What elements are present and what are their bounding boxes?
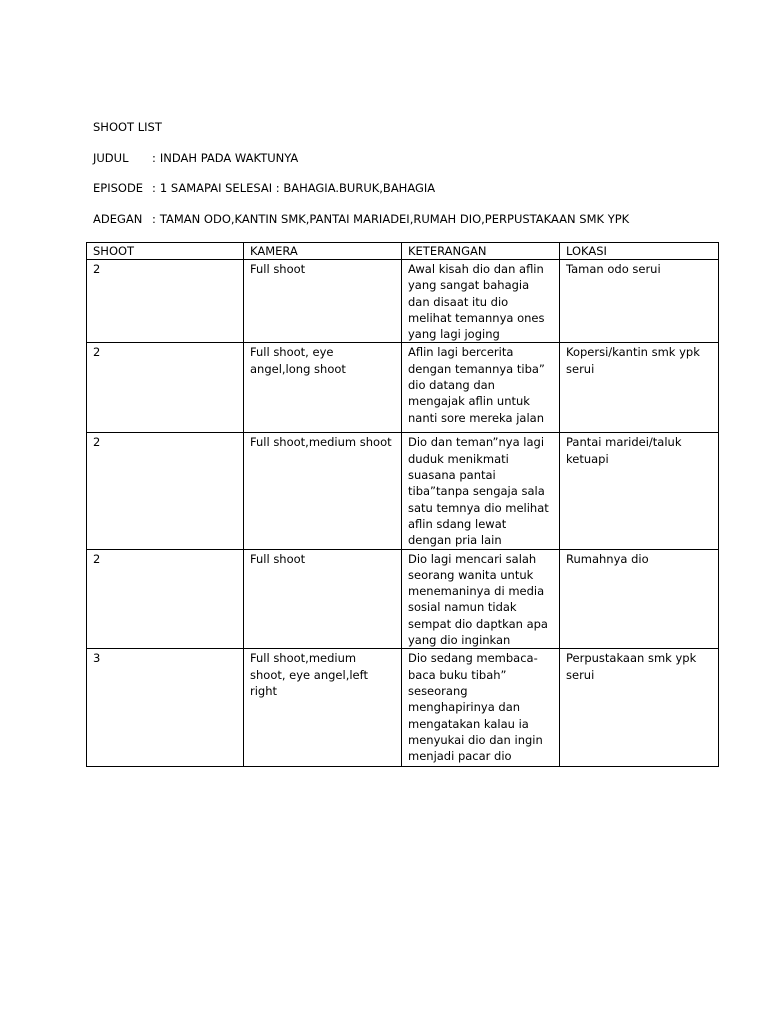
cell-lokasi: Rumahnya dio [560, 549, 719, 649]
cell-keterangan: Awal kisah dio dan aflin yang sangat bahagia dan disaat itu dio melihat temannya ones yang lagi joging [402, 260, 560, 343]
header-lokasi: LOKASI [560, 243, 719, 260]
cell-keterangan: Dio sedang membaca-baca buku tibah” seseorang menghapirinya dan mengatakan kalau ia menyukai dio dan ingin menjadi pacar dio [402, 649, 560, 767]
table-row [87, 649, 719, 767]
table-row [87, 343, 719, 433]
cell-lokasi: Taman odo serui [560, 260, 719, 343]
cell-lokasi: Pantai maridei/taluk ketuapi [560, 433, 719, 549]
header-shoot: SHOOT [87, 243, 244, 260]
table-row [87, 549, 719, 649]
judul-value: INDAH PADA WAKTUNYA [159, 151, 299, 165]
document-title: SHOOT LIST [93, 120, 162, 134]
shot-list-table [86, 242, 719, 767]
table-row [87, 433, 719, 549]
cell-shoot: 2 [87, 260, 244, 343]
cell-lokasi: Kopersi/kantin smk ypk serui [560, 343, 719, 433]
adegan-label: ADEGAN [93, 212, 143, 226]
adegan-value: TAMAN ODO,KANTIN SMK,PANTAI MARIADEI,RUMAH DIO,PERPUSTAKAAN SMK YPK [159, 212, 630, 226]
cell-kamera: Full shoot [244, 260, 402, 343]
cell-keterangan: Dio lagi mencari salah seorang wanita untuk menemaninya di media sosial namun tidak sempat dio daptkan apa yang dio inginkan [402, 549, 560, 649]
cell-shoot: 3 [87, 649, 244, 767]
cell-shoot: 2 [87, 343, 244, 433]
cell-shoot: 2 [87, 549, 244, 649]
cell-keterangan: Dio dan teman”nya lagi duduk menikmati suasana pantai tiba”tanpa sengaja sala satu temnya dio melihat aflin sdang lewat dengan pria lain [402, 433, 560, 549]
adegan-field: ADEGAN : TAMAN ODO,KANTIN SMK,PANTAI MARIADEI,RUMAH DIO,PERPUSTAKAAN SMK YPK [93, 212, 630, 226]
cell-kamera: Full shoot,medium shoot [244, 433, 402, 549]
cell-keterangan: Aflin lagi bercerita dengan temannya tiba” dio datang dan mengajak aflin untuk nanti sore mereka jalan [402, 343, 560, 433]
judul-field: JUDUL : INDAH PADA WAKTUNYA [93, 151, 299, 165]
episode-field: EPISODE : 1 SAMAPAI SELESAI : BAHAGIA.BURUK,BAHAGIA [93, 181, 436, 195]
judul-label: JUDUL [93, 151, 129, 165]
cell-kamera: Full shoot,medium shoot, eye angel,left right [244, 649, 402, 767]
table-row [87, 260, 719, 343]
header-keterangan: KETERANGAN [402, 243, 560, 260]
cell-kamera: Full shoot [244, 549, 402, 649]
cell-shoot: 2 [87, 433, 244, 549]
header-kamera: KAMERA [244, 243, 402, 260]
cell-kamera: Full shoot, eye angel,long shoot [244, 343, 402, 433]
episode-value: 1 SAMAPAI SELESAI : BAHAGIA.BURUK,BAHAGIA [159, 181, 436, 195]
episode-label: EPISODE [93, 181, 144, 195]
table-header-row [87, 243, 719, 260]
cell-lokasi: Perpustakaan smk ypk serui [560, 649, 719, 767]
